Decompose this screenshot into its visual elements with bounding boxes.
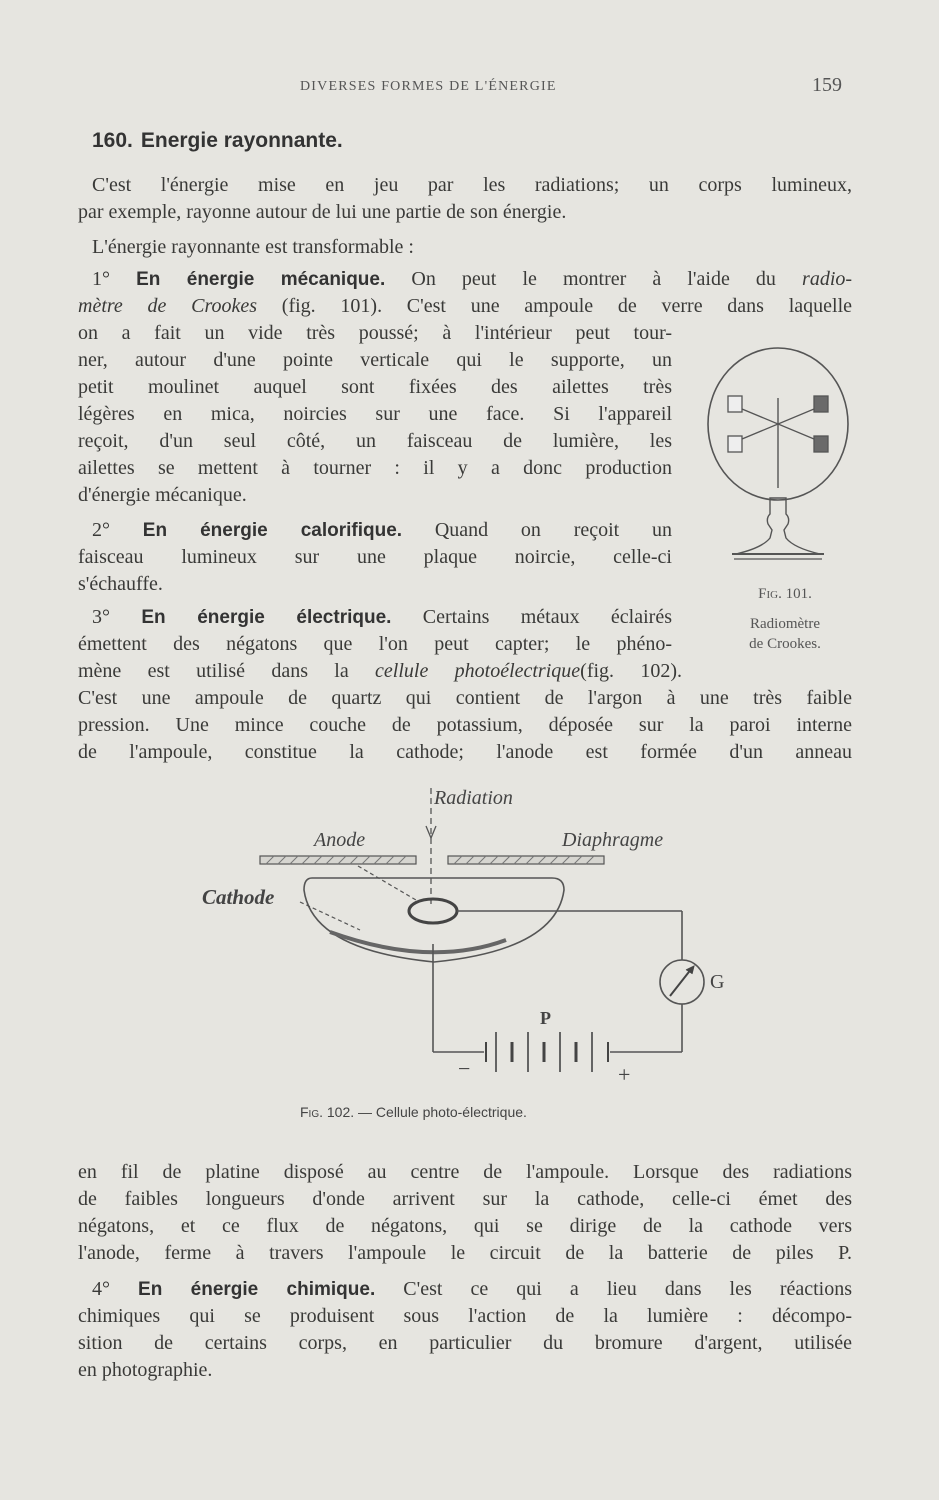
item3-line-4: C'est une ampoule de quartz qui contient de l'argon à une très faible bbox=[78, 687, 852, 709]
item4-line-3: sition de certains corps, en particulier du bromure d'argent, utilisée bbox=[78, 1332, 852, 1354]
item1-heading: En énergie mécanique. bbox=[136, 269, 386, 290]
item2-line-2: faisceau lumineux sur une plaque noircie, celle-ci bbox=[78, 546, 672, 568]
item1-line-2: mètre de Crookes (fig. 101). C'est une ampoule de verre dans laquelle bbox=[78, 295, 853, 317]
item3-line-6: de l'ampoule, constitue la cathode; l'anode est formée d'un anneau bbox=[78, 741, 852, 763]
item2-line-1: 2° En énergie calorifique. Quand on reçoit un bbox=[92, 519, 672, 541]
item3-line-5: pression. Une mince couche de potassium, déposée sur la paroi interne bbox=[78, 714, 852, 736]
photocell-bulb bbox=[304, 878, 564, 962]
vane-light-2 bbox=[728, 436, 742, 452]
label-p: P bbox=[540, 1008, 551, 1028]
anode-ring bbox=[409, 899, 457, 923]
photocell-figure bbox=[190, 780, 750, 1090]
cathode-layer bbox=[330, 932, 506, 952]
para2: L'énergie rayonnante est transformable : bbox=[92, 236, 414, 258]
fig101-caption-1: Radiomètre bbox=[750, 616, 820, 632]
item3-heading: En énergie électrique. bbox=[141, 607, 392, 628]
running-header: DIVERSES FORMES DE L'ÉNERGIE bbox=[300, 79, 557, 94]
label-g: G bbox=[710, 971, 725, 993]
section-number: 160. bbox=[92, 129, 133, 152]
item2-heading: En énergie calorifique. bbox=[142, 520, 403, 541]
item1-line-7: reçoit, d'un seul côté, un faisceau de lumière, les bbox=[78, 430, 672, 452]
item1-line-8: ailettes se mettent à tourner : il y a donc production bbox=[78, 457, 672, 479]
item1-line-3: on a fait un vide très poussé; à l'intérieur peut tour- bbox=[78, 322, 672, 344]
battery bbox=[486, 1032, 608, 1072]
label-radiation: Radiation bbox=[434, 787, 513, 809]
label-diaphragme: Diaphragme bbox=[562, 829, 664, 851]
fig101-label: Fig. 101. bbox=[758, 586, 812, 602]
item3-line-3: mène est utilisé dans la cellule photoélectrique(fig. 102). bbox=[78, 660, 682, 682]
item4-line-1: 4° En énergie chimique. C'est ce qui a lieu dans les réactions bbox=[92, 1278, 853, 1300]
radiometer-stand bbox=[736, 498, 820, 554]
label-anode: Anode bbox=[314, 829, 366, 851]
item1-line-5: petit moulinet auquel sont fixées des ailettes très bbox=[78, 376, 672, 398]
vane-dark-2 bbox=[814, 436, 828, 452]
fig101-caption-2: de Crookes. bbox=[749, 636, 821, 652]
item3-line-1: 3° En énergie électrique. Certains métaux éclairés bbox=[92, 606, 672, 628]
item3-line-2: émettent des négatons que l'on peut capter; le phéno- bbox=[78, 633, 672, 655]
item1-line-4: ner, autour d'une pointe verticale qui le supporte, un bbox=[78, 349, 672, 371]
para1-line-2: par exemple, rayonne autour de lui une partie de son énergie. bbox=[78, 201, 567, 223]
label-plus: + bbox=[618, 1062, 631, 1087]
item2-line-3: s'échauffe. bbox=[78, 573, 163, 595]
label-minus: − bbox=[458, 1056, 471, 1081]
label-cathode: Cathode bbox=[202, 885, 275, 909]
item1-line-6: légères en mica, noircies sur une face. Si l'appareil bbox=[78, 403, 672, 425]
page-number: 159 bbox=[812, 74, 842, 96]
section-title: Energie rayonnante. bbox=[140, 129, 343, 152]
para4-line-1: en fil de platine disposé au centre de l'ampoule. Lorsque des radiations bbox=[78, 1161, 852, 1183]
fig102-caption: Fig. 102. — Cellule photo-électrique. bbox=[300, 1104, 527, 1120]
item1-line-9: d'énergie mécanique. bbox=[78, 484, 247, 506]
vane-light-1 bbox=[728, 396, 742, 412]
item1-line-1: 1° En énergie mécanique. On peut le montrer à l'aide du radio- bbox=[92, 268, 853, 290]
para4-line-4: l'anode, ferme à travers l'ampoule le circuit de la batterie de piles P. bbox=[78, 1242, 852, 1264]
para4-line-2: de faibles longueurs d'onde arrivent sur la cathode, celle-ci émet des bbox=[78, 1188, 852, 1210]
radiometer-figure bbox=[700, 338, 860, 570]
vane-dark-1 bbox=[814, 396, 828, 412]
item4-heading: En énergie chimique. bbox=[138, 1279, 376, 1300]
section-heading bbox=[92, 129, 343, 153]
item4-line-4: en photographie. bbox=[78, 1359, 213, 1381]
para1-line-1: C'est l'énergie mise en jeu par les radiations; un corps lumineux, bbox=[92, 174, 852, 196]
item4-line-2: chimiques qui se produisent sous l'action de la lumière : décompo- bbox=[78, 1305, 852, 1327]
para4-line-3: négatons, et ce flux de négatons, qui se dirige de la cathode vers bbox=[78, 1215, 852, 1237]
